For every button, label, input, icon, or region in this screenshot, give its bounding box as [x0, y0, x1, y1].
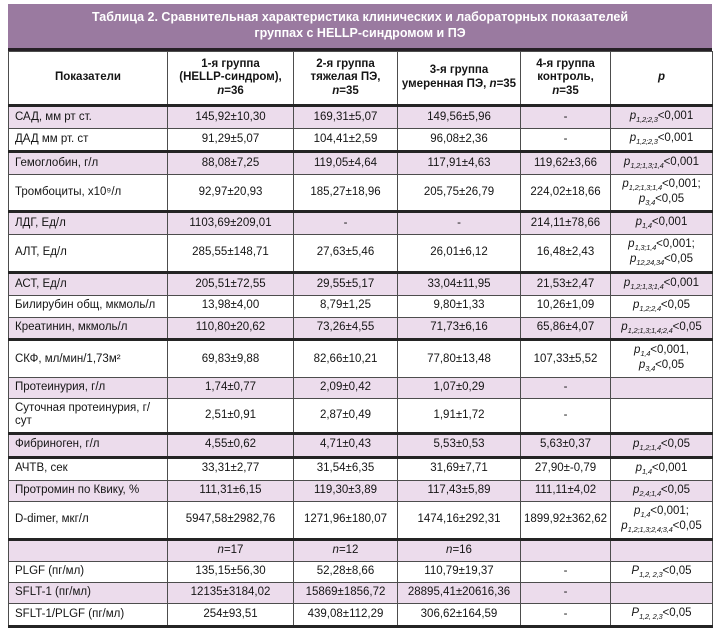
value-cell: 92,97±20,93: [168, 174, 294, 212]
value-cell: 52,28±8,66: [294, 561, 398, 583]
row-label: АЧТВ, сек: [9, 457, 168, 480]
table-row: [9, 433, 713, 457]
value-cell: 29,55±5,17: [294, 272, 398, 295]
table-row: [9, 583, 713, 604]
value-cell: 5,63±0,37: [521, 433, 611, 457]
table-header: [9, 51, 713, 106]
value-cell: 104,41±2,59: [294, 129, 398, 152]
table-row: [9, 174, 713, 212]
value-cell: 224,02±18,66: [521, 174, 611, 212]
value-cell: 27,63±5,46: [294, 235, 398, 273]
table-row: [9, 561, 713, 583]
value-cell: 2,51±0,91: [168, 398, 294, 433]
value-cell: 1271,96±180,07: [294, 502, 398, 540]
value-cell: 91,29±5,07: [168, 129, 294, 152]
value-cell: 5947,58±2982,76: [168, 502, 294, 540]
value-cell: 12135±3184,02: [168, 583, 294, 604]
value-cell: 26,01±6,12: [398, 235, 521, 273]
row-label: Креатинин, мкмоль/л: [9, 317, 168, 340]
value-cell: 88,08±7,25: [168, 151, 294, 174]
value-cell: 96,08±2,36: [398, 129, 521, 152]
p-value-cell: $p_{1,2;1,3;1,4}<0,001$: [611, 151, 713, 174]
p-value-cell: $p_{1,2;1,4}<0,05$: [611, 433, 713, 457]
value-cell: 119,62±3,66: [521, 151, 611, 174]
value-cell: 1899,92±362,62: [521, 502, 611, 540]
value-cell: -: [521, 378, 611, 399]
table-row: [9, 106, 713, 129]
p-value-cell: $p_{1,4}<0,001$: [611, 212, 713, 235]
table-row: [9, 378, 713, 399]
p-value-cell: $p_{1,3;1,4}<0,001$; $p_{12,24,34}<0,05$: [611, 235, 713, 273]
value-cell: 169,31±5,07: [294, 106, 398, 129]
table-title-line1: Таблица 2. Сравнительная характеристика клинических и лабораторных показателей: [91, 10, 629, 24]
value-cell: 119,05±4,64: [294, 151, 398, 174]
value-cell: n=12: [294, 540, 398, 562]
row-label: [9, 540, 168, 562]
comparison-table: [8, 51, 713, 628]
p-value-cell: $p_{1,4}<0,001$, $p_{3,4}<0,05$: [611, 340, 713, 378]
row-label: Гемоглобин, г/л: [9, 151, 168, 174]
value-cell: 10,26±1,09: [521, 295, 611, 317]
table-row: [9, 340, 713, 378]
table-row: [9, 480, 713, 502]
p-value-cell: $p_{1,2;2,3}<0,001$: [611, 129, 713, 152]
table-row: [9, 272, 713, 295]
value-cell: 110,80±20,62: [168, 317, 294, 340]
value-cell: 4,71±0,43: [294, 433, 398, 457]
column-header-4: 4-я группа контроль, n=35: [521, 51, 611, 106]
value-cell: 4,55±0,62: [168, 433, 294, 457]
p-value-cell: $P_{1,2, 2,3}<0,05$: [611, 604, 713, 627]
row-label: SFLT-1 (пг/мл): [9, 583, 168, 604]
row-label: PLGF (пг/мл): [9, 561, 168, 583]
value-cell: 117,43±5,89: [398, 480, 521, 502]
value-cell: 285,55±148,71: [168, 235, 294, 273]
value-cell: 1,91±1,72: [398, 398, 521, 433]
table-title-line2: группах с HELLP-синдромом и ПЭ: [254, 26, 466, 41]
column-header-5: p: [611, 51, 713, 106]
value-cell: 16,48±2,43: [521, 235, 611, 273]
table-row: [9, 295, 713, 317]
value-cell: 31,54±6,35: [294, 457, 398, 480]
value-cell: 5,53±0,53: [398, 433, 521, 457]
column-header-3: 3-я группа умеренная ПЭ, n=35: [398, 51, 521, 106]
p-value-cell: [611, 378, 713, 399]
value-cell: -: [521, 561, 611, 583]
value-cell: 31,69±7,71: [398, 457, 521, 480]
value-cell: 71,73±6,16: [398, 317, 521, 340]
p-value-cell: $p_{1,4}<0,001$: [611, 457, 713, 480]
table-row: [9, 457, 713, 480]
value-cell: 21,53±2,47: [521, 272, 611, 295]
p-value-cell: $p_{1,2;1,3;1,4;2,4}<0,05$: [611, 317, 713, 340]
value-cell: -: [398, 212, 521, 235]
value-cell: 145,92±10,30: [168, 106, 294, 129]
table-row: [9, 151, 713, 174]
value-cell: 33,31±2,77: [168, 457, 294, 480]
value-cell: 254±93,51: [168, 604, 294, 627]
value-cell: 2,87±0,49: [294, 398, 398, 433]
value-cell: 8,79±1,25: [294, 295, 398, 317]
value-cell: 1,74±0,77: [168, 378, 294, 399]
p-value-cell: [611, 398, 713, 433]
p-value-cell: $p_{2,4;1,4}<0,05$: [611, 480, 713, 502]
p-value-cell: $p_{1,2;2,3}<0,001$: [611, 106, 713, 129]
value-cell: 185,27±18,96: [294, 174, 398, 212]
value-cell: 205,75±26,79: [398, 174, 521, 212]
table-body: [9, 106, 713, 627]
table-row: [9, 604, 713, 627]
p-value-cell: $P_{1,2, 2,3}<0,05$: [611, 561, 713, 583]
value-cell: 111,11±4,02: [521, 480, 611, 502]
row-label: Тромбоциты, х10⁹/л: [9, 174, 168, 212]
value-cell: 77,80±13,48: [398, 340, 521, 378]
column-header-1: 1-я группа (HELLP-синдром), n=36: [168, 51, 294, 106]
value-cell: 135,15±56,30: [168, 561, 294, 583]
value-cell: 1474,16±292,31: [398, 502, 521, 540]
p-value-cell: $p_{1,2;1,3;1,4}<0,001$; $p_{3,4}<0,05$: [611, 174, 713, 212]
value-cell: [521, 540, 611, 562]
value-cell: 28895,41±20616,36: [398, 583, 521, 604]
p-value-cell: $p_{1,2;2,4}<0,05$: [611, 295, 713, 317]
table-row: [9, 235, 713, 273]
value-cell: -: [521, 604, 611, 627]
value-cell: n=16: [398, 540, 521, 562]
value-cell: 65,86±4,07: [521, 317, 611, 340]
value-cell: 205,51±72,55: [168, 272, 294, 295]
value-cell: 119,30±3,89: [294, 480, 398, 502]
table-row: [9, 502, 713, 540]
value-cell: 15869±1856,72: [294, 583, 398, 604]
value-cell: -: [294, 212, 398, 235]
value-cell: 13,98±4,00: [168, 295, 294, 317]
p-value-cell: $p_{1,2;1,3;1,4}<0,001$: [611, 272, 713, 295]
value-cell: 214,11±78,66: [521, 212, 611, 235]
p-value-cell: $p_{1,4}<0,001$; $p_{1,2;1,3;2,4;3,4}<0,05$: [611, 502, 713, 540]
row-label: ЛДГ, Ед/л: [9, 212, 168, 235]
row-label: АЛТ, Ед/л: [9, 235, 168, 273]
row-label: АСТ, Ед/л: [9, 272, 168, 295]
value-cell: 1,07±0,29: [398, 378, 521, 399]
row-label: Фибриноген, г/л: [9, 433, 168, 457]
value-cell: 1103,69±209,01: [168, 212, 294, 235]
value-cell: 149,56±5,96: [398, 106, 521, 129]
value-cell: 2,09±0,42: [294, 378, 398, 399]
table-row: [9, 212, 713, 235]
value-cell: 110,79±19,37: [398, 561, 521, 583]
value-cell: 69,83±9,88: [168, 340, 294, 378]
p-value-cell: [611, 540, 713, 562]
value-cell: 82,66±10,21: [294, 340, 398, 378]
row-label: Протеинурия, г/л: [9, 378, 168, 399]
value-cell: 33,04±11,95: [398, 272, 521, 295]
value-cell: 117,91±4,63: [398, 151, 521, 174]
row-label: СКФ, мл/мин/1,73м²: [9, 340, 168, 378]
row-label: D-dimer, мкг/л: [9, 502, 168, 540]
row-label: ДАД мм рт. ст: [9, 129, 168, 152]
value-cell: 111,31±6,15: [168, 480, 294, 502]
value-cell: 73,26±4,55: [294, 317, 398, 340]
value-cell: -: [521, 129, 611, 152]
value-cell: 306,62±164,59: [398, 604, 521, 627]
row-label: САД, мм рт ст.: [9, 106, 168, 129]
value-cell: -: [521, 106, 611, 129]
table-title: [8, 4, 712, 51]
table-row: [9, 129, 713, 152]
row-label: SFLT-1/PLGF (пг/мл): [9, 604, 168, 627]
value-cell: 27,90±-0,79: [521, 457, 611, 480]
value-cell: n=17: [168, 540, 294, 562]
value-cell: -: [521, 583, 611, 604]
header-row: [9, 51, 713, 106]
table-row: [9, 317, 713, 340]
table-row: [9, 398, 713, 433]
value-cell: -: [521, 398, 611, 433]
value-cell: 107,33±5,52: [521, 340, 611, 378]
row-label: Билирубин общ, мкмоль/л: [9, 295, 168, 317]
column-header-0: Показатели: [9, 51, 168, 106]
row-label: Протромин по Квику, %: [9, 480, 168, 502]
value-cell: 439,08±112,29: [294, 604, 398, 627]
column-header-2: 2-я группа тяжелая ПЭ, n=35: [294, 51, 398, 106]
row-label: Суточная протеинурия, г/сут: [9, 398, 168, 433]
p-value-cell: [611, 583, 713, 604]
table-row: [9, 540, 713, 562]
value-cell: 9,80±1,33: [398, 295, 521, 317]
